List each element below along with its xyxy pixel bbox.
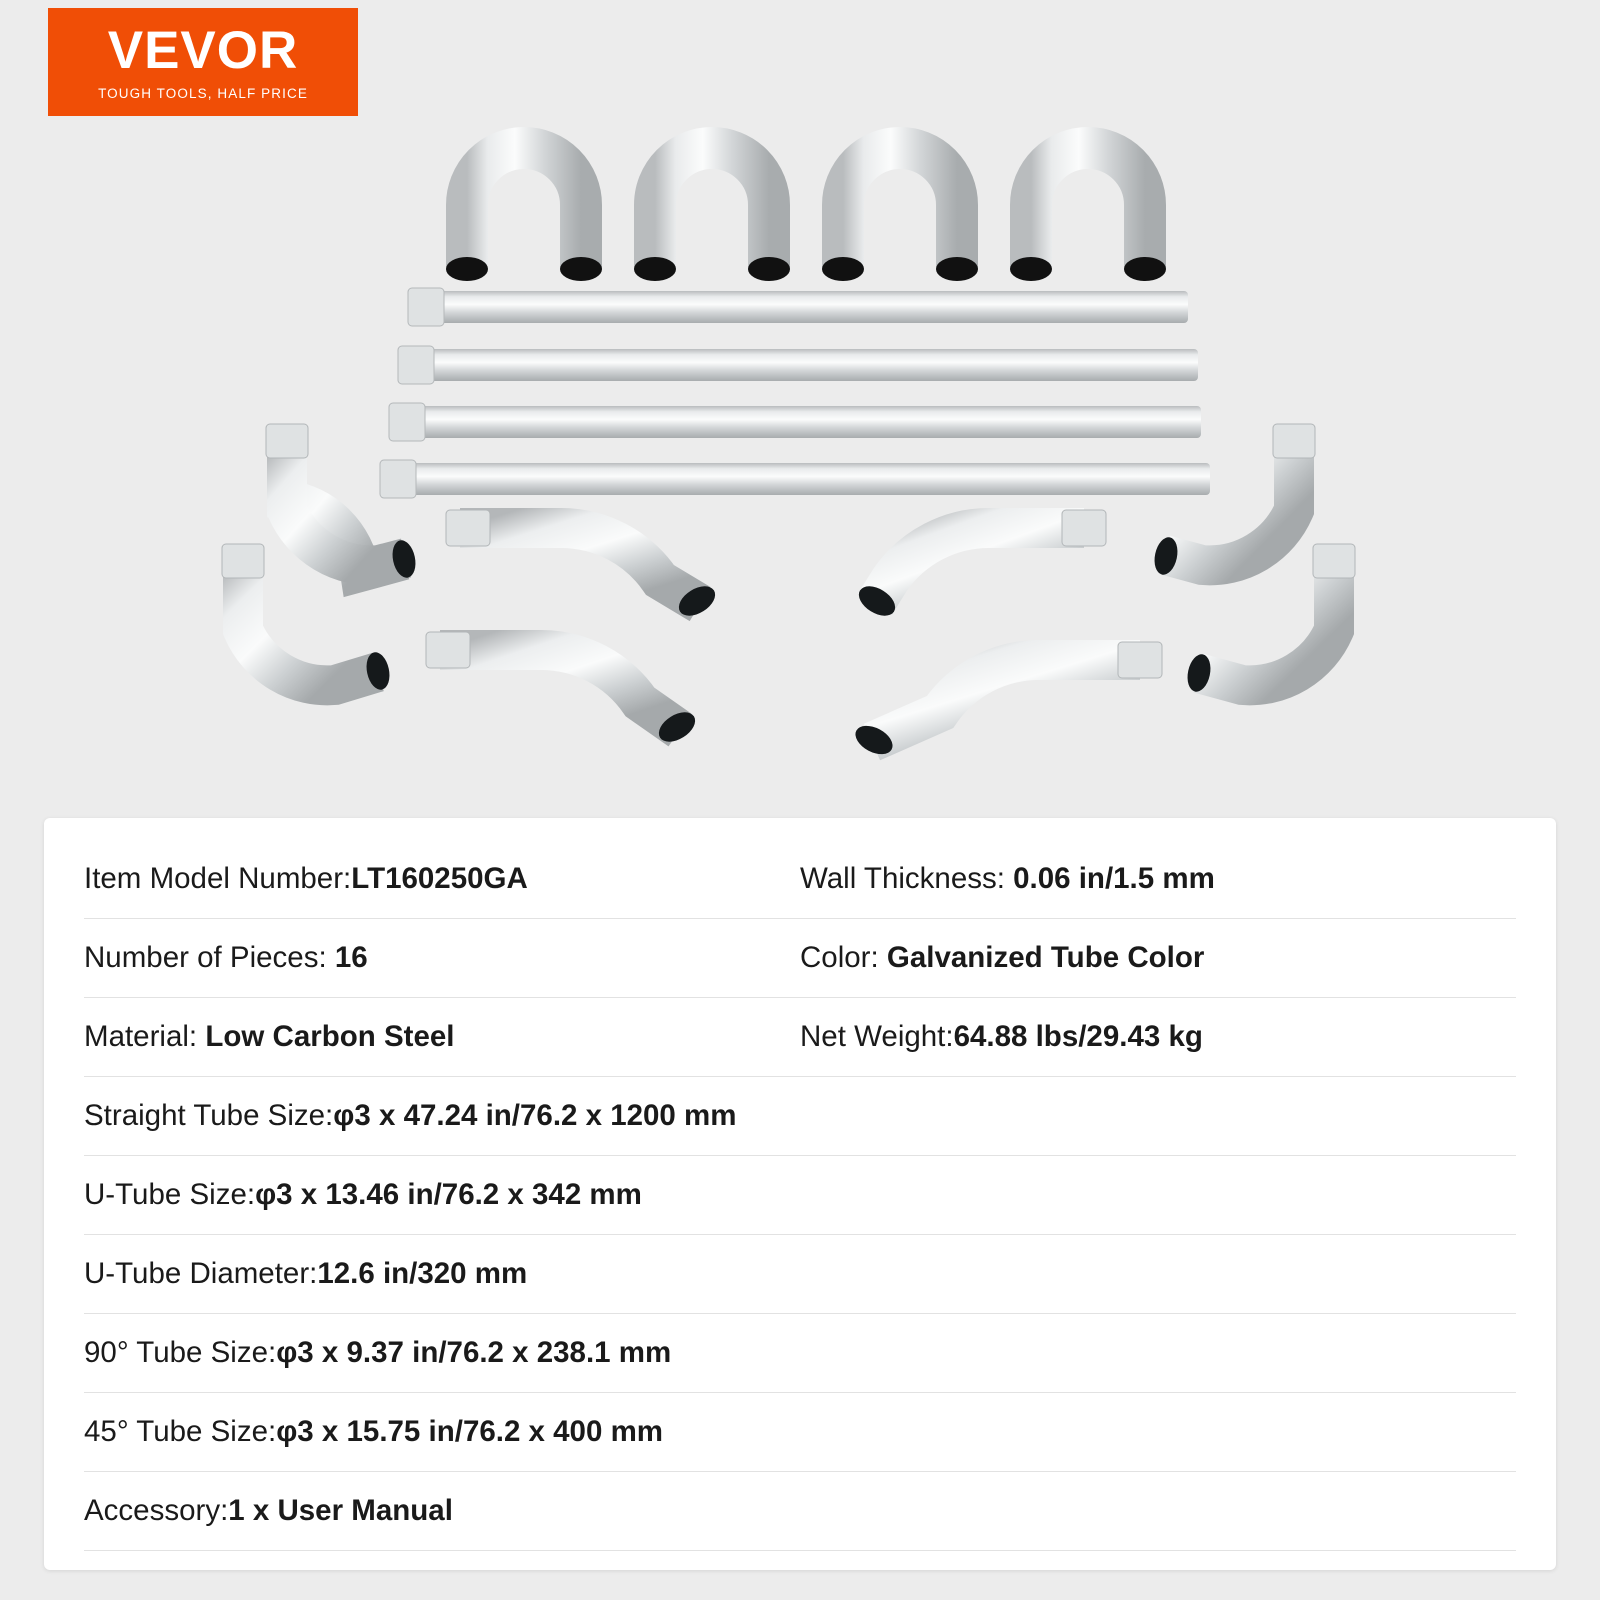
brand-tagline: TOUGH TOOLS, HALF PRICE xyxy=(98,85,308,101)
spec-label: U-Tube Size: xyxy=(84,1178,256,1211)
spec-cell-model xyxy=(84,862,800,896)
spec-value: 0.06 in/1.5 mm xyxy=(1013,862,1215,895)
spec-row xyxy=(84,1472,1516,1551)
spec-value: LT160250GA xyxy=(351,862,528,895)
spec-value: 64.88 lbs/29.43 kg xyxy=(953,1020,1203,1053)
spec-cell-u-tube-diameter xyxy=(84,1257,1516,1291)
spec-row xyxy=(84,1393,1516,1472)
spec-value: φ3 x 13.46 in/76.2 x 342 mm xyxy=(255,1178,642,1211)
spec-cell-material xyxy=(84,1020,800,1054)
spec-label: Straight Tube Size: xyxy=(84,1099,334,1132)
spec-row xyxy=(84,1156,1516,1235)
spec-row xyxy=(84,1077,1516,1156)
spec-cell-straight-tube-size xyxy=(84,1099,1516,1133)
spec-cell-color xyxy=(800,941,1516,975)
spec-value: 1 x User Manual xyxy=(228,1494,453,1527)
spec-cell-accessory xyxy=(84,1494,1516,1528)
spec-label: Net Weight: xyxy=(800,1020,954,1053)
spec-cell-45-tube-size xyxy=(84,1415,1516,1449)
spec-value: Galvanized Tube Color xyxy=(886,941,1205,974)
spec-cell-u-tube-size xyxy=(84,1178,1516,1212)
straight-tube xyxy=(408,288,1188,326)
straight-tube xyxy=(389,403,1201,441)
spec-row xyxy=(84,1235,1516,1314)
spec-row xyxy=(84,1314,1516,1393)
spec-cell-pieces xyxy=(84,941,800,975)
specifications-table xyxy=(44,818,1556,1551)
straight-tube xyxy=(398,346,1198,384)
spec-label: Color: xyxy=(800,941,887,974)
spec-value: 12.6 in/320 mm xyxy=(317,1257,528,1290)
spec-cell-wall-thickness xyxy=(800,862,1516,896)
spec-label: Accessory: xyxy=(84,1494,229,1527)
vevor-logo xyxy=(48,8,358,116)
spec-label: Material: xyxy=(84,1020,206,1053)
spec-cell-90-tube-size xyxy=(84,1336,1516,1370)
brand-name: VEVOR xyxy=(107,20,299,80)
spec-label: 90° Tube Size: xyxy=(84,1336,277,1369)
spec-value: φ3 x 15.75 in/76.2 x 400 mm xyxy=(276,1415,664,1448)
spec-value: 16 xyxy=(334,941,368,974)
spec-label: Item Model Number: xyxy=(84,862,352,895)
spec-value: φ3 x 47.24 in/76.2 x 1200 mm xyxy=(333,1099,737,1132)
spec-label: 45° Tube Size: xyxy=(84,1415,277,1448)
spec-row xyxy=(84,840,1516,919)
spec-row xyxy=(84,919,1516,998)
spec-cell-net-weight xyxy=(800,1020,1516,1054)
spec-value: φ3 x 9.37 in/76.2 x 238.1 mm xyxy=(276,1336,672,1369)
spec-label: U-Tube Diameter: xyxy=(84,1257,318,1290)
specifications-card xyxy=(44,818,1556,1570)
spec-value: Low Carbon Steel xyxy=(205,1020,455,1053)
straight-tube xyxy=(380,460,1210,498)
spec-label: Wall Thickness: xyxy=(800,862,1014,895)
spec-row xyxy=(84,998,1516,1077)
spec-label: Number of Pieces: xyxy=(84,941,335,974)
